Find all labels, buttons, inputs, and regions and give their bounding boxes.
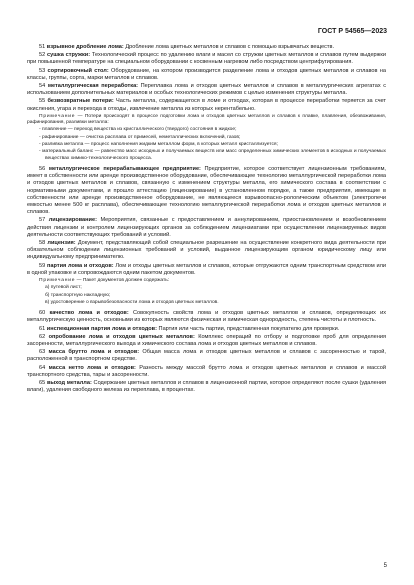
term-definition: Предприятие, которое соответствует лицензионным требованиям, имеет в собственности или аренде производственное оборудование, обеспечивающее технологию металлургической переработки лома и отходов цветных металлов и сплавов, связанную с изменением структуры металла, его химического состава в соответствии с нормативными документами, и прошло аттестацию (лицензирование) в установленном порядке, а также предприятия, имеющие в собственности или аренде производственное оборудование, не являющееся взрывоопасно-рологическим объектом (электропечи емкостью менее 500 кг расплава), обеспечивающее технологию металлургической переработки лома и отходов цветных металлов и сплавов. <box>27 165 386 216</box>
term-name: безвозвратные потери: <box>47 98 114 105</box>
term-name: масса брутто лома и отходов: <box>48 349 140 356</box>
note-2 <box>27 278 386 284</box>
term-number: 59 <box>39 262 46 269</box>
term-list-a <box>27 44 386 113</box>
note-1-list <box>27 127 386 161</box>
term-definition: Переплавка лома и отходов цветных металлов и сплавов в металлургических агрегатах с использованием дополнительных материалов и особых технологических режимов с целью изменения структуры металла. <box>27 83 387 97</box>
term-number: 58 <box>39 239 46 246</box>
note-item: а) путевой лист; <box>45 285 82 291</box>
term-entry <box>27 240 386 262</box>
term-entry <box>27 52 386 66</box>
term-entry <box>27 68 386 82</box>
term-name: партия лома и отходов: <box>47 262 114 269</box>
term-name: металлургическое перерабатывающее предприятие: <box>48 165 201 172</box>
term-number: 61 <box>39 325 46 332</box>
term-list-b <box>27 166 386 277</box>
term-definition: Совокупность свойств лома и отходов цветных металлов и сплавов, определяющих их металлургическую ценность, основными из которых являются физическая и химическая однородность, степень чистоты и плотность. <box>27 310 387 324</box>
note-1 <box>27 114 386 127</box>
term-number: 55 <box>39 98 46 105</box>
term-entry <box>27 98 386 112</box>
term-name: взрывное дробление лома: <box>46 44 124 50</box>
term-definition: Часть металла, содержащегося в ломе и отходах, которая в процессе переработки теряется за счет окисления, угара и перехода в отходы, извлечение металла из которых нерентабельно. <box>27 98 386 112</box>
term-number: 51 <box>39 44 46 50</box>
term-name: металлургическая переработка: <box>47 83 139 90</box>
term-definition: Мероприятия, связанные с предоставлением и аннулированием, приостановлением и возобновлением действия лицензии и контролем лицензирующих органов за соблюдением лицензиатами при осуществлении лицензируемых видов деятельности соответствующих требований и условий. <box>27 217 386 238</box>
term-number: 63 <box>39 349 46 356</box>
term-entry <box>27 326 386 333</box>
term-entry <box>27 263 386 277</box>
note-item: - разливка металла — процесс наполнения жидким металлом форм, в которых металл кристаллизуется; <box>39 142 278 148</box>
term-definition: Лом и отходы цветных металлов и сплавов, которые отгружаются одним транспортным средством или в одной упаковке и сопровождаются одним пакетом документов. <box>27 262 387 276</box>
note-label: Примечание <box>39 277 76 283</box>
term-definition: Документ, представляющий собой специальное разрешение на осуществление конкретного вида деятельности при обязательном соблюдении лицензионных требований и условий, выданное лицензирующим органом юридическому лицу или индивидуальному предпринимателю. <box>27 239 386 261</box>
term-name: инспекционная партия лома и отходов: <box>46 325 157 332</box>
term-number: 52 <box>39 52 46 59</box>
term-entry <box>27 83 386 97</box>
term-definition: Разность между массой брутто лома и отходов цветных металлов и сплавов и массой транспортного средства, тары и засоренности. <box>27 364 386 378</box>
note-item: в) удостоверение о взрывобезопасности лома и отходов цветных металлов. <box>45 299 219 305</box>
term-number: 65 <box>39 379 46 386</box>
term-definition: Оборудование, на котором производится разделение лома и отходов цветных металлов и сплавов на классы, группы, сорта, марки металлов и сплавов. <box>27 67 386 81</box>
term-entry <box>27 217 386 239</box>
term-definition: Партия или часть партии, представленная покупателю для проверки. <box>158 325 340 332</box>
term-name: масса нетто лома и отходов: <box>48 364 136 371</box>
term-name: сушка стружки: <box>47 52 91 59</box>
term-number: 62 <box>39 333 46 340</box>
note-item: б) транспортную накладную; <box>45 292 111 298</box>
note-text: — Пакет документов должен содержать: <box>76 277 170 283</box>
term-number: 60 <box>39 310 46 317</box>
document-code: ГОСТ Р 54565—2023 <box>317 28 387 35</box>
note-item: - плавление — переход вещества из кристаллического (твердого) состояния в жидкое; <box>39 127 237 133</box>
term-name: лицензирование: <box>48 217 97 224</box>
term-name: лицензия: <box>47 239 76 246</box>
term-entry <box>27 380 386 394</box>
term-number: 53 <box>39 67 46 74</box>
note-text: — Потери происходят в процессе подготовки лома и отходов цветных металлов и сплавов к плавке, плавления, обезвоживания, рафинирования, разливки металла: <box>27 113 387 126</box>
note-label: Примечание <box>39 113 76 119</box>
note-item: - рафинирование — очистка расплава от примесей, неметаллических включений, газов; <box>39 134 241 140</box>
term-number: 64 <box>39 364 46 371</box>
term-definition: Содержание цветных металлов и сплавов в лицензионной партии, которое определяют после сушки (удаления влаги), удаления свободного железа из переплава, в процентах. <box>27 379 387 394</box>
term-entry <box>27 166 386 216</box>
term-entry <box>27 365 386 379</box>
term-definition: Дробление лома цветных металлов и сплавов с помощью взрывчатых веществ. <box>125 44 335 50</box>
note-item: - материальный баланс — равенство масс исходных и получаемых веществ или масс определенных химических элементов в исходных и получаемых веществах химико-технологического процесса. <box>39 149 386 161</box>
term-entry <box>27 310 386 324</box>
term-definition: Общая масса лома и отходов цветных металлов и сплавов с засоренностью и тарой, расположенной в транспортном средстве. <box>27 349 386 363</box>
term-definition: Комплекс операций по отбору и подготовке проб для определения засоренности, металлургического выхода и химического состава лома и отходов цветных металлов и сплавов. <box>27 333 386 347</box>
term-number: 54 <box>39 83 46 90</box>
page-number: 5 <box>383 563 387 569</box>
term-list-c <box>27 310 386 394</box>
term-name: сортировочный стол: <box>47 67 109 74</box>
term-name: качество лома и отходов: <box>49 310 129 317</box>
term-entry <box>27 44 386 51</box>
document-body <box>27 44 386 395</box>
term-definition: Технологический процесс по удалению влаги и масел со стружки цветных металлов и сплавов путем выдержки при повышенной температуре на специальном оборудовании с косвенным нагревом либо посредством центрифугирования. <box>27 52 386 66</box>
term-number: 56 <box>39 165 46 172</box>
note-2-list <box>27 285 386 306</box>
term-entry <box>27 334 386 348</box>
term-entry <box>27 349 386 363</box>
term-number: 57 <box>39 217 46 224</box>
term-name: опробование лома и отходов цветных металлов: <box>48 333 195 340</box>
term-name: выход металла: <box>46 379 92 386</box>
